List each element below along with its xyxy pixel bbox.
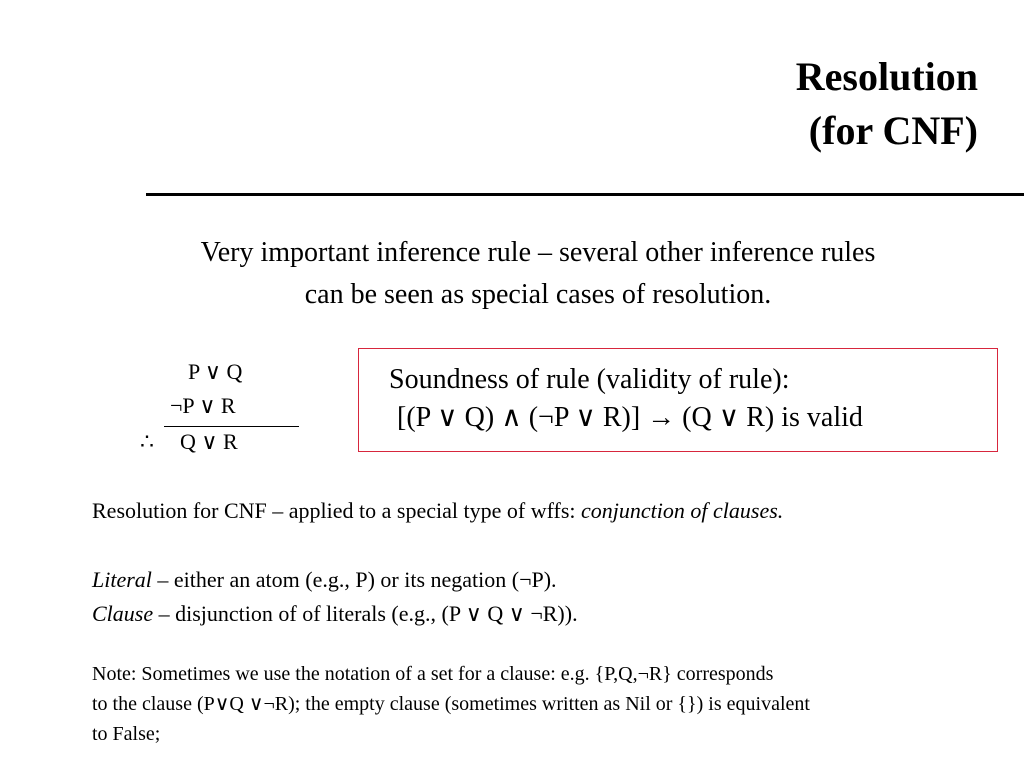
literal-term: Literal [92, 567, 152, 592]
note-line-1: Note: Sometimes we use the notation of a set for a clause: e.g. {P,Q,¬R} corresponds [92, 663, 774, 685]
premise-1: P ∨ Q [188, 359, 243, 384]
soundness-box [358, 348, 998, 452]
literal-definition [92, 563, 557, 597]
premise-2: ¬P ∨ R [170, 393, 236, 418]
cnf-term: conjunction of clauses. [581, 498, 784, 523]
intro-line-1: Very important inference rule – several other inference rules [200, 237, 876, 268]
title-line-2: (for CNF) [808, 108, 978, 153]
conclusion [140, 425, 238, 459]
soundness-heading: Soundness of rule (validity of rule): [389, 364, 790, 395]
therefore-symbol: ∴ [140, 429, 154, 454]
clause-term: Clause [92, 601, 154, 626]
soundness-formula: [(P ∨ Q) ∧ (¬P ∨ R)] → (Q ∨ R) is valid [397, 402, 863, 433]
title-line-1: Resolution [795, 54, 978, 99]
intro-line-2: can be seen as special cases of resolution. [304, 279, 772, 310]
note-line-2: to the clause (P∨Q ∨¬R); the empty clause (sometimes written as Nil or {}) is equivalent [92, 693, 810, 715]
title-divider [146, 193, 1024, 196]
slide-title [796, 50, 978, 158]
clause-definition [92, 597, 578, 631]
note-line-3: to False; [92, 723, 161, 745]
cnf-definition [92, 494, 783, 528]
literal-def: – either an atom (e.g., P) or its negation (¬P). [151, 567, 557, 592]
cnf-text: Resolution for CNF – applied to a special type of wffs: [92, 498, 582, 523]
conclusion-text: Q ∨ R [180, 429, 238, 454]
intro-paragraph [0, 232, 1024, 316]
clause-def: – disjunction of of literals (e.g., (P ∨ Q ∨ ¬R)). [153, 601, 578, 626]
